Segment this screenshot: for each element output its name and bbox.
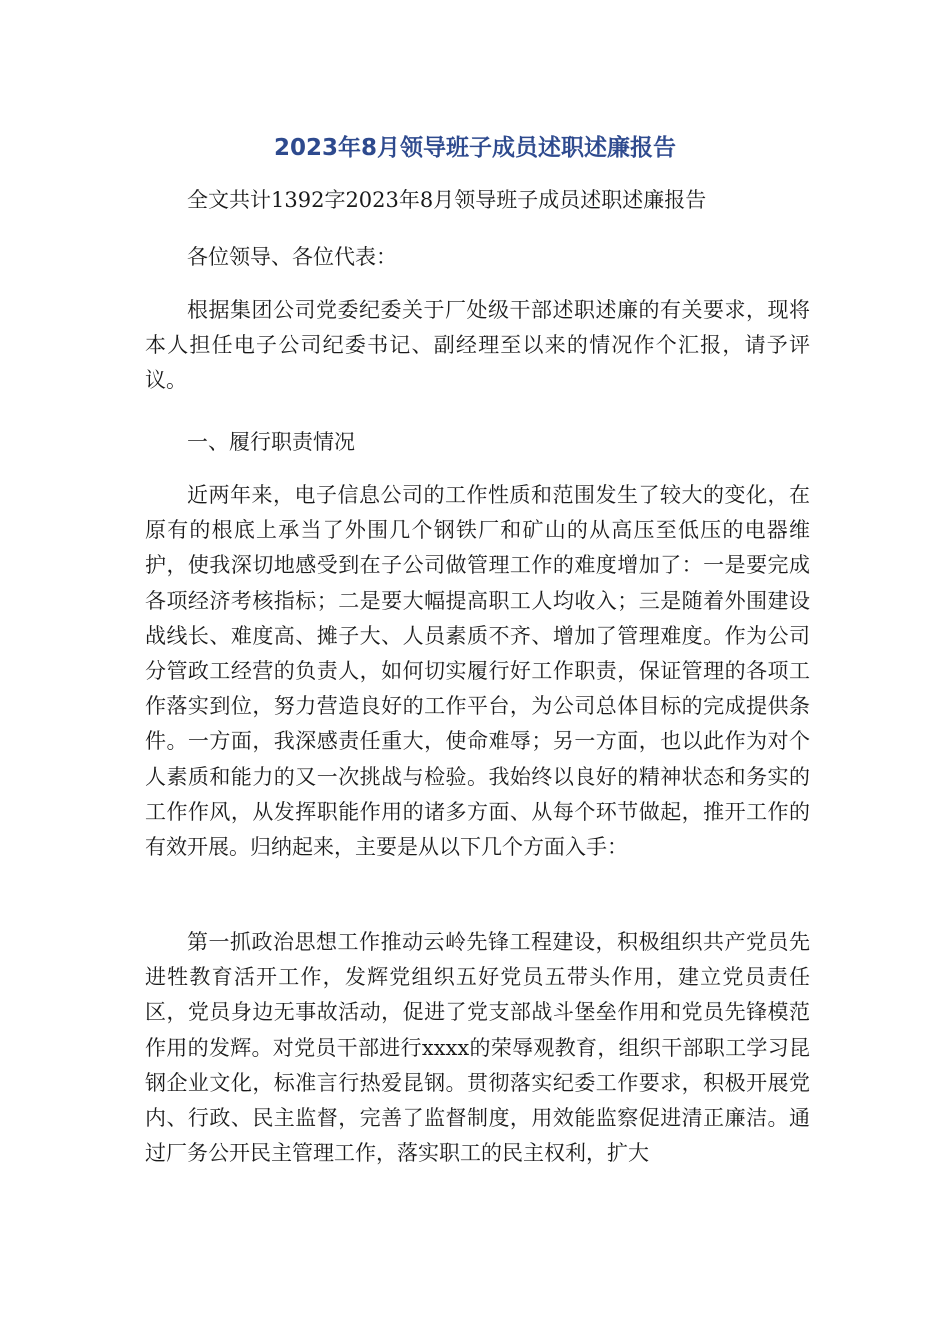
- salutation: 各位领导、各位代表：: [187, 245, 397, 269]
- section-heading-duties: 一、履行职责情况: [187, 430, 355, 454]
- word-count-line: 全文共计1392字2023年8月领导班子成员述职述廉报告: [187, 188, 707, 212]
- intro-paragraph: 根据集团公司党委纪委关于厂处级干部述职述廉的有关要求，现将本人担任电子公司纪委书记、副经理至以来的情况作个汇报，请予评议。: [145, 298, 810, 393]
- document-title: 2023年8月领导班子成员述职述廉报告: [273, 135, 677, 161]
- duties-paragraph: 近两年来，电子信息公司的工作性质和范围发生了较大的变化，在原有的根底上承当了外围几个钢铁厂和矿山的从高压至低压的电器维护，使我深切地感受到在子公司做管理工作的难度增加了：一是要完成各项经济考核指标；二是要大幅提高职工人均收入；三是随着外围建设战线长、难度高、摊子大、人员素质不齐、增加了管理难度。作为公司分管政工经营的负责人，如何切实履行好工作职责，保证管理的各项工作落实到位，努力营造良好的工作平台，为公司总体目标的完成提供条件。一方面，我深感责任重大，使命难辱；另一方面，也以此作为对个人素质和能力的又一次挑战与检验。我始终以良好的精神状态和务实的工作作风，从发挥职能作用的诸多方面、从每个环节做起，推开工作的有效开展。归纳起来，主要是从以下几个方面入手：: [145, 483, 810, 860]
- political-work-paragraph: 第一抓政治思想工作推动云岭先锋工程建设，积极组织共产党员先进牲教育活开工作，发辉党组织五好党员五带头作用，建立党员责任区，党员身边无事故活动，促进了党支部战斗堡垒作用和党员先锋模范作用的发辉。对党员干部进行xxxx的荣辱观教育，组织干部职工学习昆钢企业文化，标准言行热爱昆钢。贯彻落实纪委工作要求，积极开展党内、行政、民主监督，完善了监督制度，用效能监察促进清正廉洁。通过厂务公开民主管理工作，落实职工的民主权利，扩大: [145, 930, 810, 1166]
